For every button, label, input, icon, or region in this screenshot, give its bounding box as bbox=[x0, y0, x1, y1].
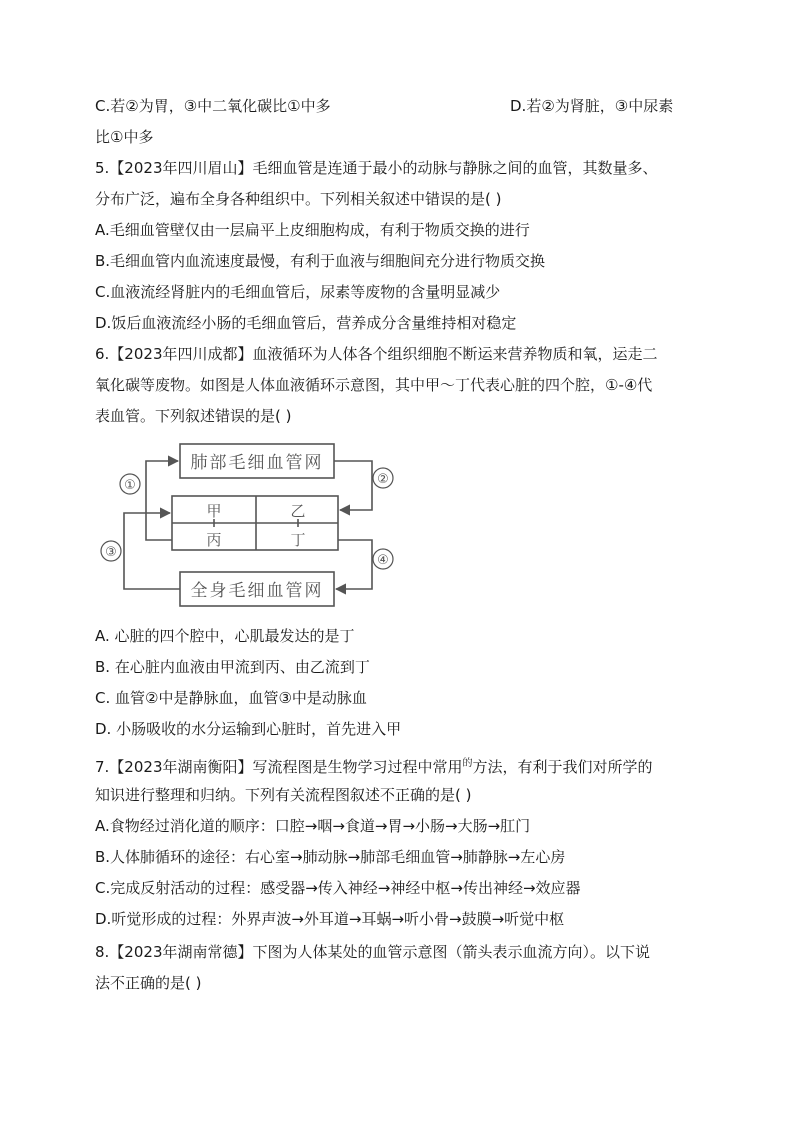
vessel-2-path bbox=[334, 461, 372, 510]
vessel-4-path bbox=[336, 540, 372, 589]
q8-stem-line1: 8.【2023年湖南常德】下图为人体某处的血管示意图（箭头表示血流方向）。以下说 bbox=[95, 943, 650, 961]
q6-option-d: D. 小肠吸收的水分运输到心脏时，首先进入甲 bbox=[95, 720, 402, 738]
q7-stem-superscript: 的 bbox=[462, 758, 473, 769]
q4-option-c: C.若②为胃，③中二氧化碳比①中多 bbox=[95, 97, 331, 115]
q5-option-d: D.饭后血液流经小肠的毛细血管后，营养成分含量维持相对稳定 bbox=[95, 314, 517, 332]
q7-option-d: D.听觉形成的过程：外界声波→外耳道→耳蜗→听小骨→鼓膜→听觉中枢 bbox=[95, 910, 565, 928]
q6-option-a: A. 心脏的四个腔中，心肌最发达的是丁 bbox=[95, 627, 355, 645]
q7-stem-line1 bbox=[95, 754, 653, 777]
chamber-bing: 丙 bbox=[206, 531, 222, 549]
chamber-jia: 甲 bbox=[206, 502, 222, 520]
q7-stem-part-a: 7.【2023年湖南衡阳】写流程图是生物学习过程中常用 bbox=[95, 758, 463, 776]
vessel-3-label: ③ bbox=[105, 545, 117, 560]
q5-option-c: C.血液流经肾脏内的毛细血管后，尿素等废物的含量明显减少 bbox=[95, 283, 501, 301]
q6-option-c: C. 血管②中是静脉血，血管③中是动脉血 bbox=[95, 689, 367, 707]
q5-stem-line2: 分布广泛，遍布全身各种组织中。下列相关叙述中错误的是( ) bbox=[95, 190, 502, 208]
q7-stem-part-b: 方法，有利于我们对所学的 bbox=[472, 758, 653, 776]
q4-option-d: D.若②为肾脏，③中尿素 bbox=[510, 97, 674, 115]
vessel-1-path bbox=[146, 461, 178, 540]
q6-stem-line3: 表血管。下列叙述错误的是( ) bbox=[95, 407, 292, 425]
body-capillary-label: 全身毛细血管网 bbox=[190, 581, 324, 601]
vessel-2-label: ② bbox=[377, 472, 389, 487]
q6-stem-line2: 氧化碳等废物。如图是人体血液循环示意图，其中甲～丁代表心脏的四个腔，①-④代 bbox=[95, 376, 653, 394]
vessel-1-label: ① bbox=[124, 478, 136, 493]
q5-option-b: B.毛细血管内血流速度最慢，有利于血液与细胞间充分进行物质交换 bbox=[95, 252, 546, 270]
q7-stem-line2: 知识进行整理和归纳。下列有关流程图叙述不正确的是( ) bbox=[95, 786, 472, 804]
q7-option-c: C.完成反射活动的过程：感受器→传入神经→神经中枢→传出神经→效应器 bbox=[95, 879, 581, 897]
q8-stem-line2: 法不正确的是( ) bbox=[95, 974, 202, 992]
q4-option-d-cont: 比①中多 bbox=[95, 128, 154, 146]
lung-capillary-label: 肺部毛细血管网 bbox=[190, 453, 324, 473]
q7-option-a: A.食物经过消化道的顺序：口腔→咽→食道→胃→小肠→大肠→肛门 bbox=[95, 817, 531, 835]
q6-stem-line1: 6.【2023年四川成都】血液循环为人体各个组织细胞不断运来营养物质和氧，运走二 bbox=[95, 345, 658, 363]
chamber-ding: 丁 bbox=[290, 531, 306, 549]
q5-stem-line1: 5.【2023年四川眉山】毛细血管是连通于最小的动脉与静脉之间的血管，其数量多、 bbox=[95, 159, 658, 177]
q5-option-a: A.毛细血管壁仅由一层扁平上皮细胞构成，有利于物质交换的进行 bbox=[95, 221, 530, 239]
q7-option-b: B.人体肺循环的途径：右心室→肺动脉→肺部毛细血管→肺静脉→左心房 bbox=[95, 848, 566, 866]
q6-option-b: B. 在心脏内血液由甲流到丙、由乙流到丁 bbox=[95, 658, 370, 676]
vessel-4-label: ④ bbox=[377, 553, 389, 568]
chamber-yi: 乙 bbox=[290, 502, 306, 520]
